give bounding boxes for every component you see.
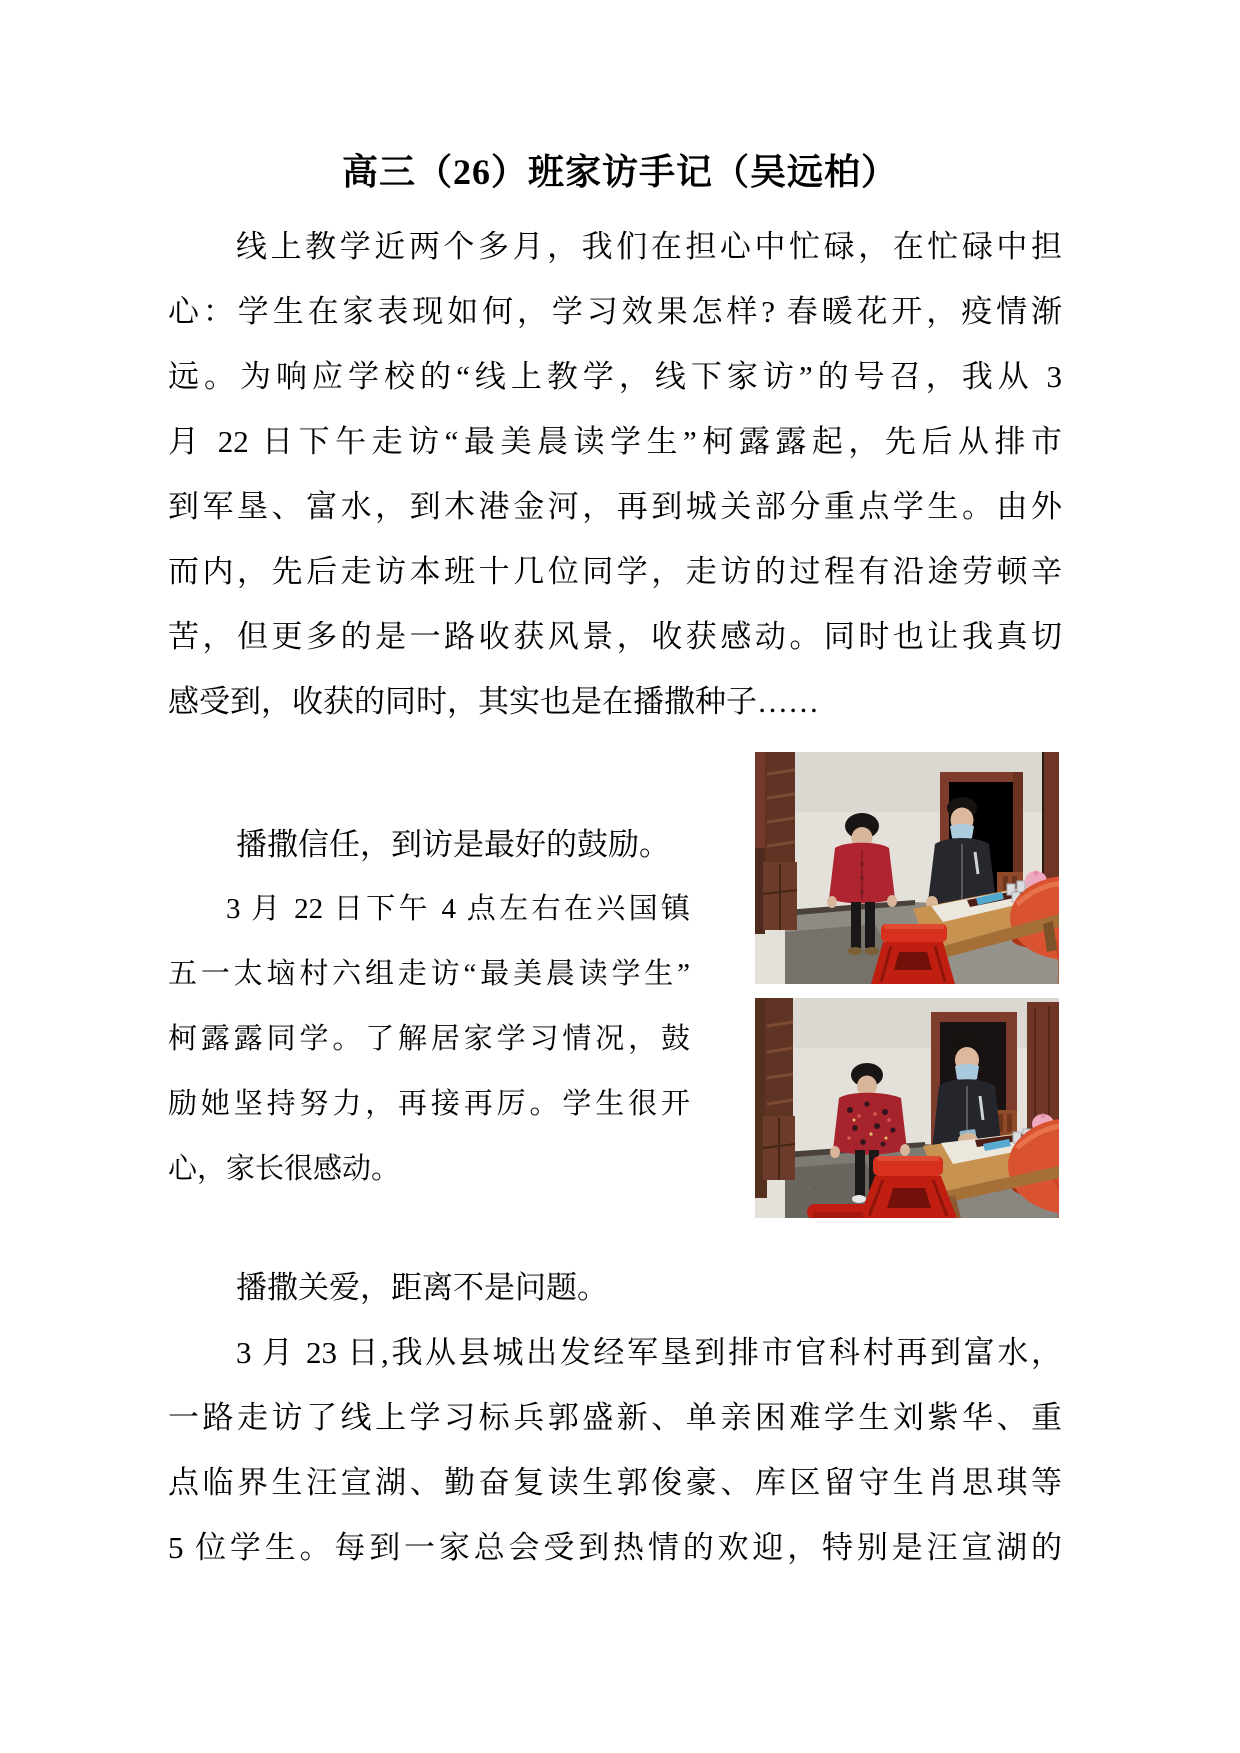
home-visit-photo-2 xyxy=(755,998,1059,1218)
intro-line: 而内，先后走访本班十几位同学，走访的过程有沿途劳顿辛 xyxy=(168,554,1062,589)
care-line: 5 位学生。每到一家总会受到热情的欢迎，特别是汪宣湖的 xyxy=(168,1530,1062,1565)
intro-line: 月 22 日下午走访“最美晨读学生”柯露露起，先后从排市 xyxy=(168,424,1062,459)
intro-line: 线上教学近两个多月，我们在担心中忙碌，在忙碌中担 xyxy=(236,229,1062,264)
care-line: 一路走访了线上学习标兵郭盛新、单亲困难学生刘紫华、重 xyxy=(168,1400,1062,1435)
intro-line: 远。为响应学校的“线上教学，线下家访”的号召，我从 3 xyxy=(168,359,1062,394)
intro-line: 感受到，收获的同时，其实也是在播撒种子…… xyxy=(168,684,819,719)
trust-line: 励她坚持努力，再接再厉。学生很开 xyxy=(168,1088,690,1120)
care-line: 3 月 23 日,我从县城出发经军垦到排市官科村再到富水， xyxy=(236,1335,1062,1370)
trust-line: 五一太垴村六组走访“最美晨读学生” xyxy=(168,958,690,990)
section-heading-trust: 播撒信任，到访是最好的鼓励。 xyxy=(236,827,670,862)
trust-line: 心，家长很感动。 xyxy=(168,1153,401,1185)
intro-line: 心：学生在家表现如何，学习效果怎样? 春暖花开，疫情渐 xyxy=(168,294,1062,329)
home-visit-photo-1-drawing xyxy=(755,752,1059,984)
trust-line: 3 月 22 日下午 4 点左右在兴国镇 xyxy=(226,893,690,925)
home-visit-photo-1 xyxy=(755,752,1059,984)
intro-line: 到军垦、富水，到木港金河，再到城关部分重点学生。由外 xyxy=(168,489,1062,524)
page-title: 高三（26）班家访手记（吴远柏） xyxy=(341,152,898,192)
home-visit-photo-2-drawing xyxy=(755,998,1059,1218)
section-heading-care: 播撒关爱，距离不是问题。 xyxy=(236,1270,608,1305)
intro-line: 苦，但更多的是一路收获风景，收获感动。同时也让我真切 xyxy=(168,619,1062,654)
care-line: 点临界生汪宣湖、勤奋复读生郭俊豪、库区留守生肖思琪等 xyxy=(168,1465,1062,1500)
trust-line: 柯露露同学。了解居家学习情况，鼓 xyxy=(168,1023,690,1055)
